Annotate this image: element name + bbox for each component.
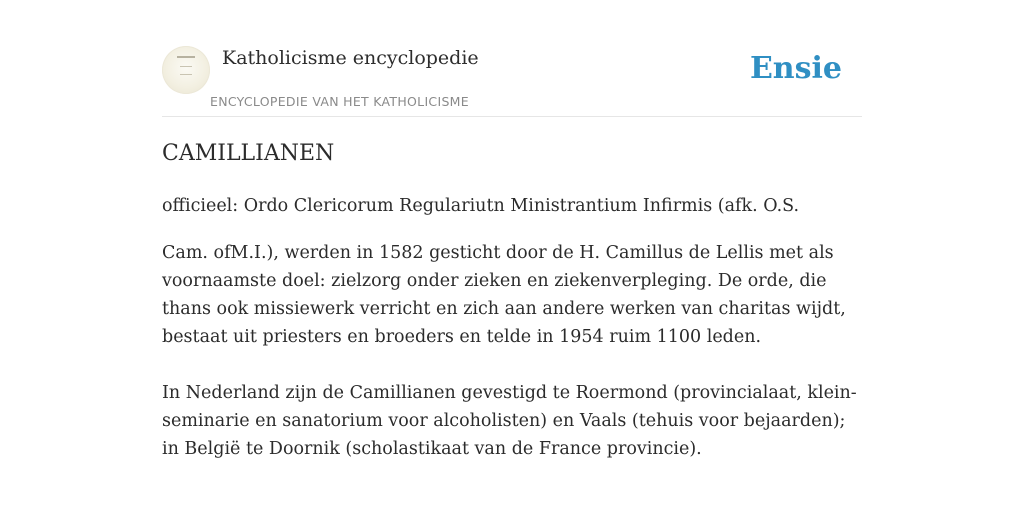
encyclopedia-logo-icon[interactable] xyxy=(162,46,210,94)
article-title: CAMILLIANEN xyxy=(162,141,335,166)
ensie-brand-link[interactable]: Ensie xyxy=(749,51,842,86)
article-paragraph-1: officieel: Ordo Clericorum Regulariutn Ministrantium Infirmis (afk. O.S. xyxy=(162,196,800,216)
book-page-icon xyxy=(177,56,195,86)
header xyxy=(162,40,862,117)
article-paragraph-3: In Nederland zijn de Camillianen gevestigd te Roermond (provincialaat, klein-seminarie en sanatorium voor alcoholisten) en Vaals (tehuis voor bejaarden); in België te Doornik (scholastikaat van de France provincie). xyxy=(162,383,857,459)
article-paragraph-2: Cam. ofM.I.), werden in 1582 gesticht door de H. Camillus de Lellis met als voornaamste doel: zielzorg onder zieken en ziekenverpleging. De orde, die thans ook missiewerk verricht en zich aan andere werken van charitas wijdt, bestaat uit priesters en broeders en telde in 1954 ruim 1100 leden. xyxy=(162,243,846,347)
site-subtitle: ENCYCLOPEDIE VAN HET KATHOLICISME xyxy=(210,94,469,109)
site-title[interactable]: Katholicisme encyclopedie xyxy=(222,47,479,69)
